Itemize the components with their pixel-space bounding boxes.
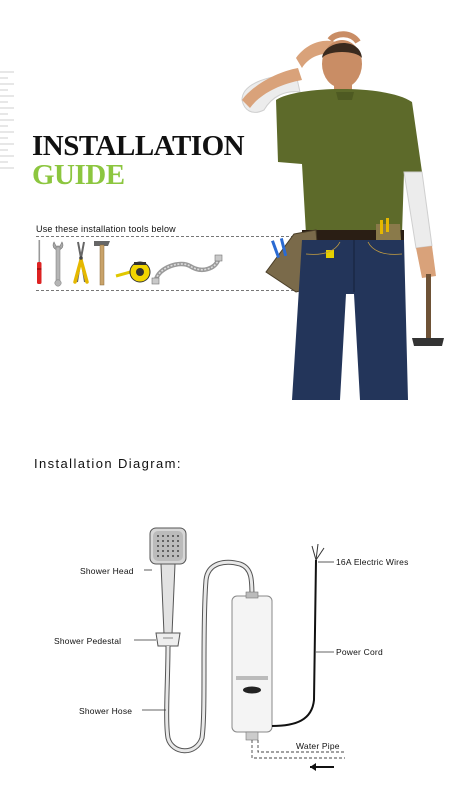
- title-guide: GUIDE: [32, 159, 125, 191]
- label-power-cord: Power Cord: [336, 647, 383, 657]
- ruler-decoration: [0, 70, 20, 170]
- pliers-icon: [75, 242, 87, 282]
- label-shower-pedestal: Shower Pedestal: [54, 636, 122, 646]
- tools-caption: Use these installation tools below: [36, 224, 176, 234]
- label-shower-hose: Shower Hose: [79, 706, 133, 716]
- hose-icon: [152, 255, 222, 284]
- water-heater-icon: [232, 592, 272, 740]
- screwdriver-icon: [37, 240, 42, 284]
- diagram-title: Installation Diagram:: [34, 456, 182, 471]
- shower-head-icon: [150, 528, 186, 634]
- label-water-pipe: Water Pipe: [296, 741, 340, 751]
- title-installation: INSTALLATION: [32, 130, 245, 162]
- tape-measure-icon: [116, 262, 150, 282]
- worker-image: [236, 24, 456, 402]
- tools-row: [30, 238, 230, 290]
- power-cord: [272, 560, 316, 726]
- arrow-left-icon: [310, 763, 334, 771]
- wrench-icon: [53, 242, 63, 286]
- label-electric-wires: 16A Electric Wires: [336, 557, 409, 567]
- electric-wires-icon: [312, 544, 324, 560]
- shower-pedestal-icon: [156, 633, 180, 646]
- hammer-icon: [94, 241, 110, 285]
- label-shower-head: Shower Head: [80, 566, 134, 576]
